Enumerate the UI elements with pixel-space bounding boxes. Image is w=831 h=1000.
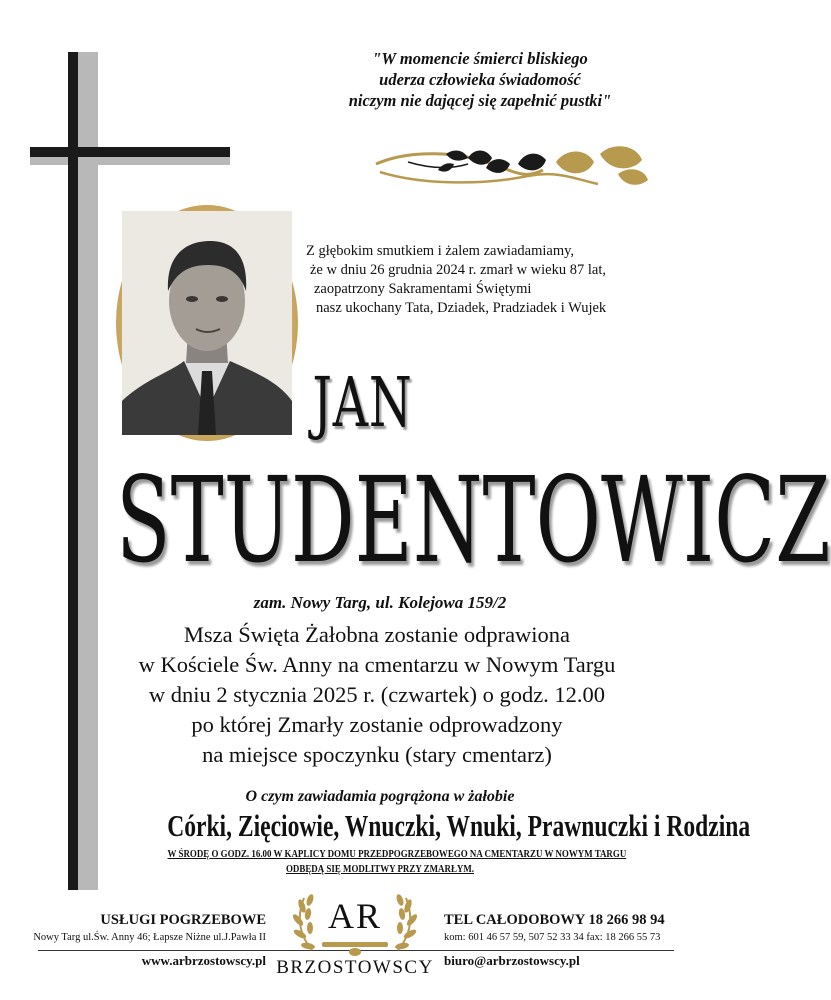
leaf-ornament-icon	[368, 140, 668, 200]
intro-line: zaopatrzony Sakramentami Świętymi	[314, 281, 532, 297]
footer-company-title: USŁUGI POGRZEBOWE	[100, 912, 266, 928]
mass-line: w dniu 2 stycznia 2025 r. (czwartek) o godz. 12.00	[148, 682, 606, 707]
intro-line: że w dniu 26 grudnia 2024 r. zmarł w wieku 87 lat,	[310, 262, 606, 278]
logo-letters: AR	[327, 896, 382, 936]
memorial-quote	[300, 48, 660, 111]
prayer-line: ODBĘDĄ SIĘ MODLITWY PRZY ZMARŁYM.	[285, 864, 475, 875]
mass-line: Msza Święta Żałobna zostanie odprawiona	[183, 622, 571, 647]
announcement-intro	[306, 242, 636, 318]
first-name: JAN	[312, 364, 413, 443]
cross-bar	[30, 147, 230, 157]
last-name: STUDENTOWICZ	[116, 451, 831, 589]
mourners-family: Córki, Zięciowie, Wnuczki, Wnuki, Prawnuczki i Rodzina	[167, 808, 751, 843]
footer-email-link[interactable]: biuro@arbrzostowscy.pl	[444, 953, 580, 968]
quote-line: uderza człowieka świadomość	[379, 70, 581, 89]
footer-phones: kom: 601 46 57 59, 507 52 33 34 fax: 18 266 55 73	[444, 932, 661, 943]
intro-line: Z głębokim smutkiem i żalem zawiadamiamy,	[306, 243, 575, 259]
quote-line: "W momencie śmierci bliskiego	[372, 49, 588, 68]
portrait-frame	[116, 205, 298, 441]
mass-line: w Kościele Św. Anny na cmentarzu w Nowym Targu	[138, 652, 616, 677]
footer-website-link[interactable]: www.arbrzostowscy.pl	[141, 953, 266, 968]
intro-line: nasz ukochany Tata, Dziadek, Pradziadek i Wujek	[316, 300, 607, 316]
footer-phone-title: TEL CAŁODOBOWY 18 266 98 94	[444, 912, 665, 928]
prayer-line: W ŚRODĘ O GODZ. 16.00 W KAPLICY DOMU PRZEDPOGRZEBOWEGO NA CMENTARZU W NOWYM TARGU	[167, 849, 627, 860]
deceased-address: zam. Nowy Targ, ul. Kolejowa 159/2	[253, 593, 507, 612]
prayer-notice	[167, 847, 627, 877]
portrait-photo	[122, 211, 292, 435]
quote-line: niczym nie dającej się zapełnić pustki"	[348, 91, 612, 110]
mass-line: po której Zmarły zostanie odprowadzony	[191, 712, 563, 737]
footer-address: Nowy Targ ul.Św. Anny 46; Łapsze Niżne ul.J.Pawła II	[33, 932, 266, 943]
cross-icon	[68, 52, 78, 890]
mourners-intro: O czym zawiadamia pogrążona w żałobie	[245, 788, 515, 805]
mass-line: na miejsce spoczynku (stary cmentarz)	[202, 742, 552, 767]
logo-name: BRZOSTOWSCY	[276, 957, 434, 978]
mass-details	[112, 620, 642, 770]
cross-shadow-vertical	[76, 52, 98, 890]
